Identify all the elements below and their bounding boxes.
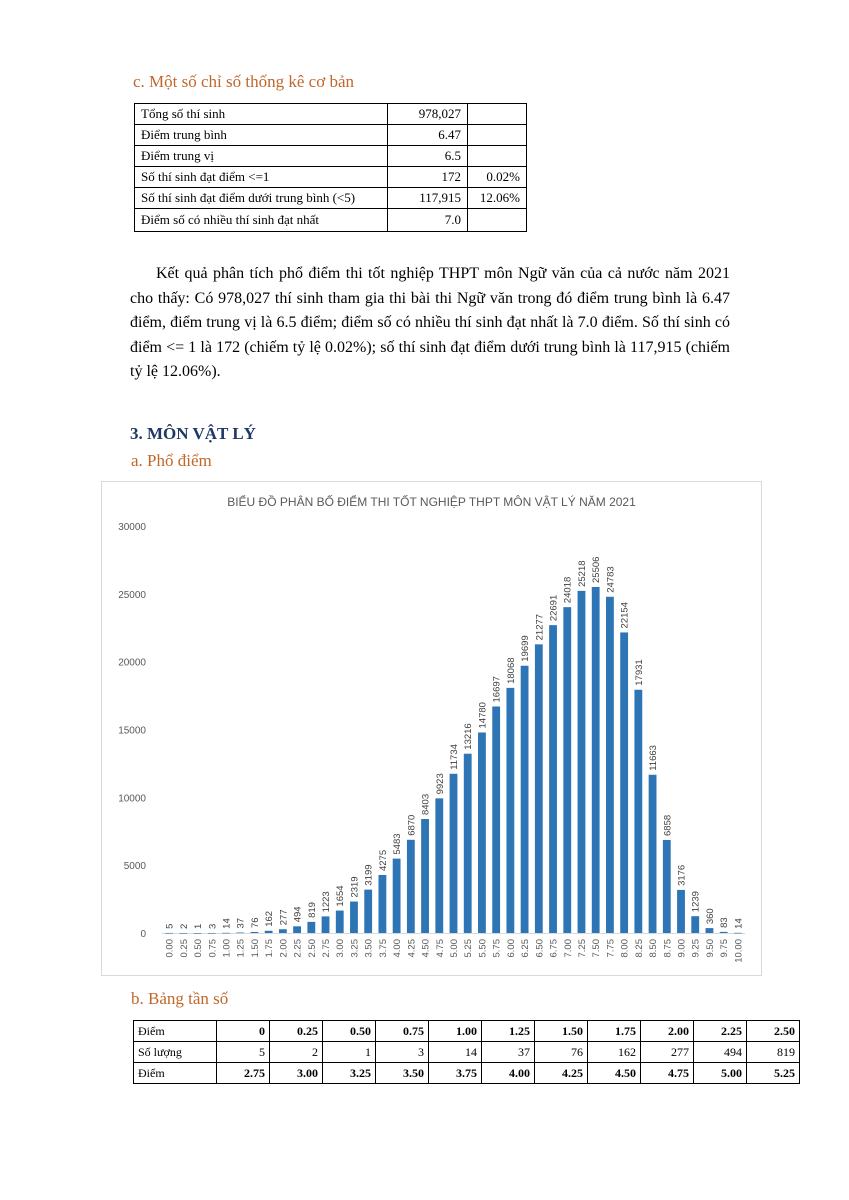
bar: [407, 840, 415, 933]
data-label: 8403: [420, 793, 432, 815]
stat-label: Điểm trung vị: [135, 146, 388, 167]
table-cell: 2.25: [694, 1021, 747, 1042]
data-label: 360: [704, 908, 716, 925]
table-row: [134, 1021, 800, 1042]
data-label: 819: [306, 902, 318, 918]
x-tick-label: 3.75: [377, 939, 389, 958]
stat-percent: [468, 209, 527, 232]
analysis-paragraph: [130, 262, 730, 385]
bar: [521, 666, 529, 933]
stat-value: 6.5: [388, 146, 468, 167]
stat-percent: [468, 104, 527, 125]
table-row: [135, 104, 527, 125]
bar: [336, 911, 344, 933]
stat-percent: [468, 146, 527, 167]
bar: [691, 916, 699, 933]
table-cell: 819: [747, 1042, 800, 1063]
data-label: 22691: [548, 594, 560, 622]
table-cell: 4.50: [588, 1063, 641, 1084]
bar: [364, 890, 372, 933]
x-tick-label: 2.50: [306, 939, 318, 958]
x-tick-label: 5.00: [449, 939, 460, 958]
table-cell: 2: [270, 1042, 323, 1063]
table-row: [134, 1042, 800, 1063]
x-tick-label: 5.50: [477, 939, 489, 958]
x-tick-label: 6.00: [505, 939, 517, 958]
data-label: 2: [178, 923, 190, 929]
x-tick-label: 1.50: [249, 939, 261, 958]
table-cell: 5.00: [694, 1063, 747, 1084]
stat-label: Số thí sinh đạt điểm <=1: [135, 167, 388, 188]
data-label: 6858: [662, 814, 674, 836]
bar: [435, 798, 443, 933]
bar: [222, 933, 230, 934]
chart-title: BIỂU ĐỒ PHÂN BỐ ĐIỂM THI TỐT NGHIỆP THPT MÔN VẬT LÝ NĂM 2021: [227, 495, 636, 509]
bar: [450, 774, 458, 933]
bar: [549, 625, 557, 933]
table-cell: 4.25: [535, 1063, 588, 1084]
bar: [464, 754, 472, 933]
frequency-table: [133, 1020, 800, 1084]
stat-value: 7.0: [388, 209, 468, 232]
x-tick-label: 2.25: [292, 939, 304, 958]
x-tick-label: 7.25: [576, 939, 588, 958]
table-cell: 2.00: [641, 1021, 694, 1042]
data-label: 13216: [463, 723, 475, 750]
data-label: 162: [264, 910, 276, 927]
data-label: 11663: [648, 745, 660, 771]
data-label: 6870: [406, 814, 418, 836]
bar: [293, 926, 301, 933]
data-label: 1239: [690, 891, 702, 913]
bar: [265, 931, 273, 933]
table-cell: 3.25: [323, 1063, 376, 1084]
x-tick-label: 7.50: [591, 939, 603, 958]
stat-label: Số thí sinh đạt điểm dưới trung bình (<5): [135, 188, 388, 209]
bar: [677, 890, 685, 933]
table-row: [135, 146, 527, 167]
stat-value: 117,915: [388, 188, 468, 209]
data-label: 83: [719, 917, 731, 928]
x-tick-label: 5.75: [491, 939, 503, 958]
data-label: 277: [278, 909, 290, 926]
score-distribution-chart: [101, 481, 762, 976]
bar: [350, 902, 358, 933]
data-label: 3199: [363, 864, 375, 886]
bar: [649, 775, 657, 933]
table-row: [135, 167, 527, 188]
table-cell: 37: [482, 1042, 535, 1063]
table-row: [134, 1063, 800, 1084]
stat-value: 6.47: [388, 125, 468, 146]
x-tick-label: 6.25: [520, 939, 532, 958]
data-label: 1: [193, 923, 205, 929]
data-label: 19699: [520, 635, 532, 662]
table-cell: 1.25: [482, 1021, 535, 1042]
table-cell: 0: [217, 1021, 270, 1042]
bar: [179, 933, 187, 934]
row-header: Điểm: [134, 1021, 217, 1042]
table-cell: 3.00: [270, 1063, 323, 1084]
data-label: 18068: [505, 657, 517, 684]
x-tick-label: 3.25: [349, 939, 361, 958]
x-tick-label: 3.00: [335, 939, 347, 958]
table-cell: 1: [323, 1042, 376, 1063]
stat-percent: 12.06%: [468, 188, 527, 209]
x-tick-label: 6.75: [548, 939, 560, 958]
x-tick-label: 2.00: [278, 939, 290, 958]
x-tick-label: 7.75: [605, 939, 617, 958]
table-cell: 5: [217, 1042, 270, 1063]
bar: [478, 732, 486, 933]
stat-percent: [468, 125, 527, 146]
bar: [378, 875, 386, 933]
data-label: 22154: [619, 602, 631, 629]
data-label: 76: [249, 917, 261, 928]
table-cell: 277: [641, 1042, 694, 1063]
bar: [506, 688, 514, 933]
x-tick-label: 9.50: [704, 939, 716, 958]
x-tick-label: 0.50: [193, 939, 205, 958]
table-cell: 0.25: [270, 1021, 323, 1042]
data-label: 5: [164, 923, 176, 929]
bar: [734, 933, 742, 934]
table-row: [135, 209, 527, 232]
bar: [208, 933, 216, 934]
bar: [563, 607, 571, 933]
bar: [165, 933, 173, 934]
y-tick-label: 20000: [118, 657, 146, 669]
x-tick-label: 9.00: [676, 939, 688, 958]
bar: [592, 587, 600, 933]
data-label: 9923: [434, 773, 446, 795]
x-tick-label: 0.00: [164, 939, 176, 958]
bar: [236, 932, 244, 933]
table-cell: 3: [376, 1042, 429, 1063]
y-tick-label: 5000: [123, 861, 146, 873]
bar: [194, 933, 202, 934]
data-label: 3176: [676, 864, 688, 886]
bar: [307, 922, 315, 933]
stat-label: Điểm trung bình: [135, 125, 388, 146]
y-tick-label: 30000: [118, 522, 146, 533]
bar: [279, 929, 287, 933]
stat-label: Tổng số thí sinh: [135, 104, 388, 125]
table-cell: 162: [588, 1042, 641, 1063]
table-cell: 5.25: [747, 1063, 800, 1084]
bar-chart-svg: [102, 482, 761, 975]
x-tick-label: 8.50: [648, 939, 660, 958]
data-label: 494: [292, 906, 304, 923]
stat-percent: 0.02%: [468, 167, 527, 188]
x-tick-label: 2.75: [321, 939, 333, 958]
data-label: 3: [207, 923, 219, 929]
data-label: 17931: [633, 659, 645, 686]
data-label: 37: [235, 917, 247, 929]
data-label: 24018: [562, 576, 574, 604]
data-label: 24783: [605, 566, 617, 593]
score-distribution-heading: a. Phổ điểm: [131, 451, 212, 470]
y-tick-label: 0: [140, 929, 146, 940]
section-c-heading: c. Một số chỉ số thống kê cơ bản: [133, 72, 354, 91]
bar: [620, 632, 628, 933]
data-label: 14: [221, 918, 233, 929]
x-tick-label: 9.75: [719, 939, 731, 958]
row-header: Số lượng: [134, 1042, 217, 1063]
bar: [251, 932, 259, 933]
table-row: [135, 125, 527, 146]
table-cell: 2.75: [217, 1063, 270, 1084]
x-tick-label: 8.00: [619, 939, 631, 958]
data-label: 5483: [392, 833, 404, 855]
data-label: 25218: [576, 560, 588, 587]
stat-label: Điểm số có nhiều thí sinh đạt nhất: [135, 209, 388, 232]
bar: [663, 840, 671, 933]
x-tick-label: 5.25: [463, 939, 475, 958]
x-tick-label: 0.25: [178, 939, 190, 958]
data-label: 21277: [534, 613, 546, 641]
table-cell: 1.75: [588, 1021, 641, 1042]
table-cell: 4.75: [641, 1063, 694, 1084]
x-tick-label: 4.00: [392, 939, 404, 958]
frequency-table-heading: b. Bảng tần số: [131, 989, 229, 1008]
x-tick-label: 6.50: [534, 939, 546, 958]
x-tick-label: 4.25: [406, 939, 418, 958]
table-cell: 3.50: [376, 1063, 429, 1084]
y-tick-label: 10000: [118, 793, 146, 805]
stat-value: 172: [388, 167, 468, 188]
table-cell: 4.00: [482, 1063, 535, 1084]
bar: [492, 706, 500, 933]
x-tick-label: 4.75: [434, 939, 446, 958]
x-tick-label: 9.25: [690, 939, 702, 958]
bar: [421, 819, 429, 933]
y-tick-label: 25000: [118, 589, 146, 601]
x-tick-label: 8.75: [662, 939, 674, 958]
row-header: Điểm: [134, 1063, 217, 1084]
data-label: 11734: [449, 744, 460, 770]
data-label: 16697: [491, 676, 503, 703]
bar: [535, 644, 543, 933]
data-label: 25506: [591, 556, 603, 583]
bar: [720, 932, 728, 933]
bar: [634, 690, 642, 933]
data-label: 4275: [377, 849, 389, 872]
bar: [706, 928, 714, 933]
bar: [578, 591, 586, 933]
data-label: 1654: [335, 885, 347, 907]
bar: [606, 597, 614, 933]
table-cell: 494: [694, 1042, 747, 1063]
y-tick-label: 15000: [118, 725, 146, 737]
table-row: [135, 188, 527, 209]
x-tick-label: 8.25: [633, 939, 645, 958]
table-cell: 2.50: [747, 1021, 800, 1042]
data-label: 2319: [349, 876, 361, 898]
table-cell: 1.50: [535, 1021, 588, 1042]
bar: [322, 916, 330, 933]
data-label: 14780: [477, 702, 489, 729]
table-cell: 14: [429, 1042, 482, 1063]
section-3-title: 3. MÔN VẬT LÝ: [130, 424, 256, 443]
x-tick-label: 0.75: [207, 939, 219, 958]
x-tick-label: 1.00: [221, 939, 233, 958]
x-tick-label: 7.00: [562, 939, 574, 958]
bar: [393, 859, 401, 933]
table-cell: 1.00: [429, 1021, 482, 1042]
x-tick-label: 1.25: [235, 939, 247, 958]
x-tick-label: 10.00: [733, 939, 745, 963]
x-tick-label: 4.50: [420, 939, 432, 958]
statistics-table: [134, 103, 527, 232]
x-tick-label: 1.75: [264, 939, 276, 958]
table-cell: 3.75: [429, 1063, 482, 1084]
table-cell: 76: [535, 1042, 588, 1063]
data-label: 1223: [321, 891, 333, 913]
table-cell: 0.75: [376, 1021, 429, 1042]
x-tick-label: 3.50: [363, 939, 375, 958]
stat-value: 978,027: [388, 104, 468, 125]
paragraph-text: Kết quả phân tích phổ điểm thi tốt nghiệp THPT môn Ngữ văn của cả nước năm 2021 cho thấy: Có 978,027 thí sinh tham gia thi bài thi Ngữ văn trong đó điểm trung bình là 6.47 điểm, điểm trung vị là 6.5 điểm; điểm số có nhiều thí sinh đạt nhất là 7.0 điểm. Số thí sinh có điểm <= 1 là 172 (chiếm tỷ lệ 0.02%); số thí sinh đạt điểm dưới trung bình là 117,915 (chiếm tỷ lệ 12.06%).: [130, 265, 730, 381]
data-label: 14: [733, 918, 745, 929]
table-cell: 0.50: [323, 1021, 376, 1042]
